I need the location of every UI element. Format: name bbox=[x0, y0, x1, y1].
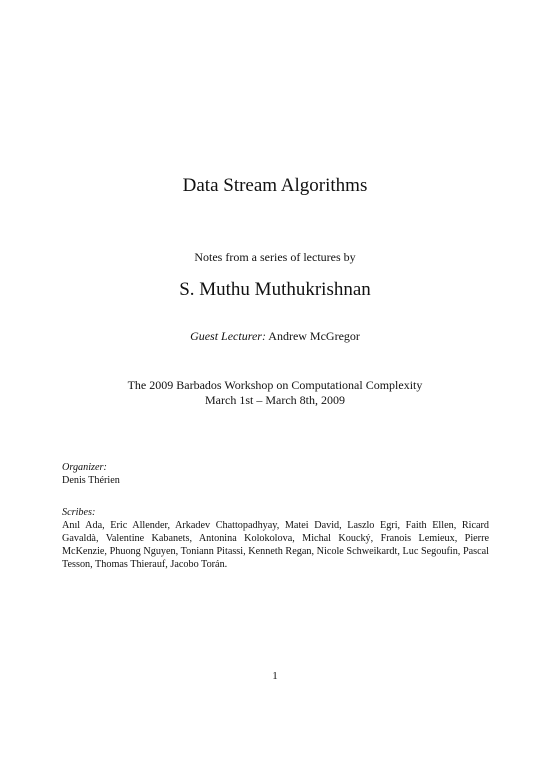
scribes-section bbox=[62, 506, 489, 571]
workshop-name: The 2009 Barbados Workshop on Computational Complexity bbox=[127, 378, 423, 392]
guest-lecturer-name: Andrew McGregor bbox=[268, 329, 360, 343]
page-number: 1 bbox=[272, 670, 278, 682]
guest-lecturer-label: Guest Lecturer: bbox=[190, 329, 266, 343]
scribes-names: Anıl Ada, Eric Allender, Arkadev Chattopadhyay, Matei David, Laszlo Egri, Faith Ellen, Ricard Gavaldà, Valentine Kabanets, Antonina Kolokolova, Michal Koucký, Franois Lemieux, Pierre McKenzie, Phuong Nguyen, Toniann Pitassi, Kenneth Regan, Nicole Schweikardt, Luc Segoufin, Pascal Tesson, Thomas Thierauf, Jacobo Torán. bbox=[62, 520, 489, 570]
organizer-label: Organizer: bbox=[62, 462, 107, 473]
author-name: S. Muthu Muthukrishnan bbox=[179, 279, 371, 300]
scribes-label: Scribes: bbox=[62, 507, 96, 518]
guest-lecturer-line bbox=[0, 329, 550, 344]
organizer-section bbox=[62, 461, 489, 487]
workshop-dates: March 1st – March 8th, 2009 bbox=[205, 393, 345, 407]
notes-line: Notes from a series of lectures by bbox=[194, 250, 356, 264]
document-title: Data Stream Algorithms bbox=[182, 175, 368, 196]
organizer-name: Denis Thérien bbox=[62, 475, 120, 486]
